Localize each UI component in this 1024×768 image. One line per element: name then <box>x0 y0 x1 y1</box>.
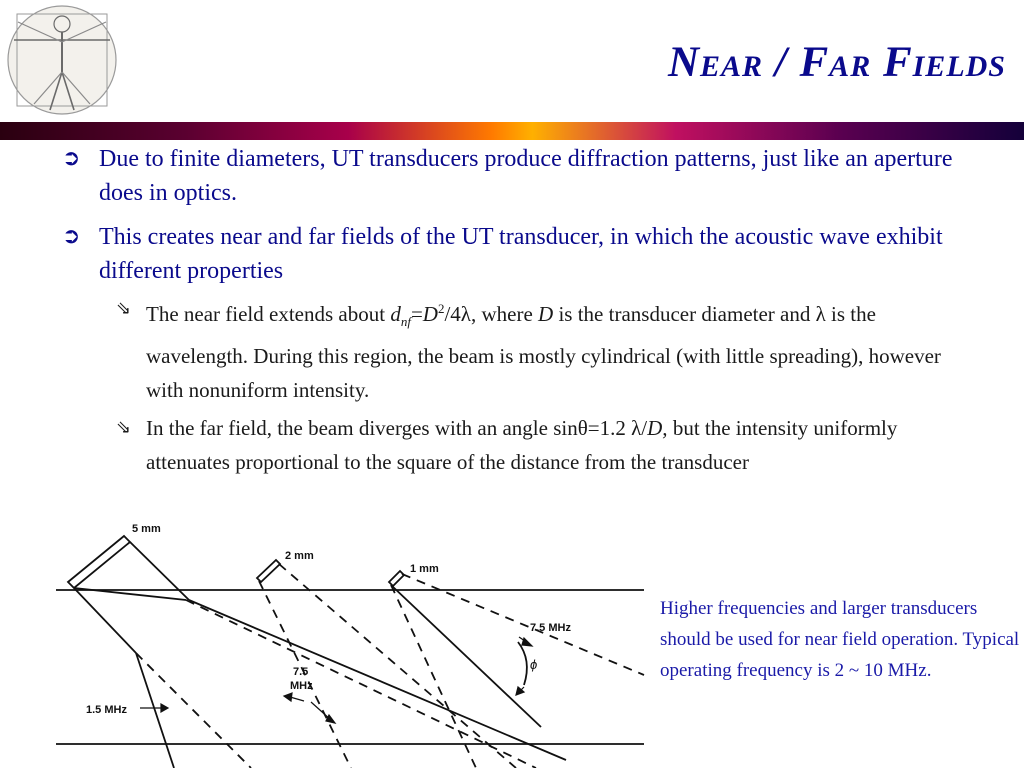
outline-arrow-icon: ⇘ <box>116 417 132 439</box>
label-5mm: 5 mm <box>132 523 161 535</box>
label-7-5mhz-right: 7.5 MHz <box>530 622 571 634</box>
beam-divergence-diagram <box>46 515 646 768</box>
label-2mm: 2 mm <box>285 550 314 562</box>
circled-arrow-icon: ➲ <box>62 224 81 249</box>
subbullet-item <box>62 292 982 407</box>
subbullet-item <box>62 411 982 479</box>
bullet-item <box>62 220 982 288</box>
subbullet-text: The near field extends about $d_{nf}=D^2/4\lambda$, where D is the transducer diameter and λ is the wavelength. During this region, the beam is mostly cylindrical (with little spreading), however with nonuniform intensity. <box>146 301 941 403</box>
title-divider-bar <box>0 122 1024 140</box>
bullet-text: This creates near and far fields of the UT transducer, in which the acoustic wave exhibit different properties <box>99 224 943 284</box>
transducer-1mm <box>389 571 404 586</box>
bullet-item <box>62 142 982 210</box>
label-phi: ϕ <box>530 657 538 672</box>
label-7-5-a: 7.5 <box>293 666 309 678</box>
vitruvian-man-logo <box>0 0 128 122</box>
label-1mm: 1 mm <box>410 563 439 575</box>
page-title: Near / Far Fields <box>667 39 1006 86</box>
circled-arrow-icon: ➲ <box>62 146 81 171</box>
outline-arrow-icon: ⇘ <box>116 298 132 319</box>
transducer-5mm <box>68 536 130 588</box>
subbullet-text: In the far field, the beam diverges with an angle sinθ=1.2 λ/D, but the intensity uniformly attenuates proportional to the square of the distance from the transducer <box>146 416 898 475</box>
bullet-text: Due to finite diameters, UT transducers produce diffraction patterns, just like an aperture does in optics. <box>99 146 953 206</box>
slide-content <box>62 142 982 479</box>
label-1-5mhz: 1.5 MHz <box>86 704 127 716</box>
transducer-2mm <box>257 560 280 582</box>
side-note: Higher frequencies and larger transducers should be used for near field operation. Typical operating frequency is 2 ~ 10 MHz. <box>660 598 1020 681</box>
label-7-5-b: MHz <box>290 680 313 692</box>
